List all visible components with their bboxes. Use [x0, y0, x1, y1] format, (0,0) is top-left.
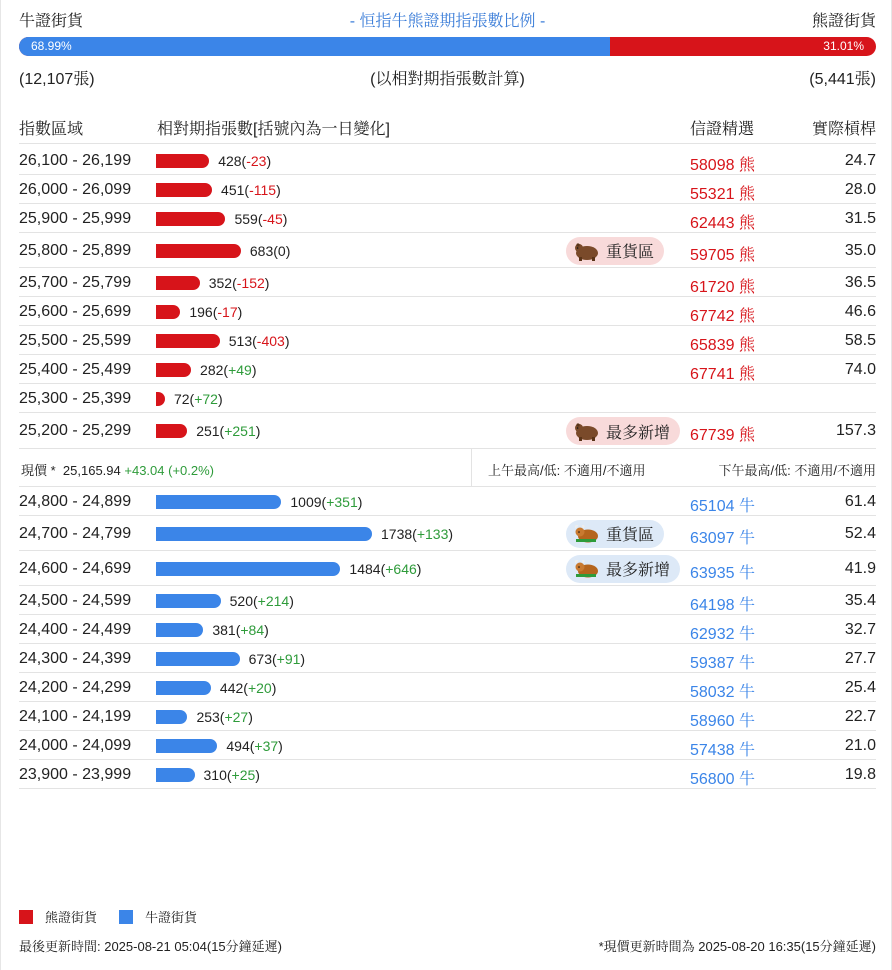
bear-pick-link[interactable]: 67739 熊	[690, 427, 755, 444]
table-header	[19, 116, 876, 144]
contracts-change: +251	[224, 423, 256, 439]
contracts-value: 451(-115)	[221, 181, 281, 198]
contracts-number: 673	[248, 650, 272, 667]
page-title: - 恒指牛熊證期指張數比例 -	[349, 13, 546, 30]
bear-contracts-bar	[156, 154, 209, 168]
contracts-change: -115	[249, 181, 277, 198]
bull-pick-link[interactable]: 65104 牛	[690, 497, 755, 515]
contracts-value: 494(+37)	[226, 737, 283, 754]
contracts-value: 253(+27)	[196, 708, 253, 725]
bear-pick-link[interactable]: 59705 熊	[690, 246, 755, 264]
table-row	[19, 204, 876, 233]
ratio-bar	[19, 37, 876, 56]
index-range: 24,600 - 24,699	[19, 559, 132, 577]
bull-ratio-percent: 68.99%	[31, 39, 72, 53]
index-range: 24,200 - 24,299	[19, 678, 132, 696]
table-row	[19, 297, 876, 326]
table-row	[19, 413, 876, 449]
bull-contracts-bar	[156, 562, 340, 576]
index-range: 25,300 - 25,399	[19, 389, 132, 407]
contracts-number: 381	[212, 621, 236, 638]
contracts-number: 559	[234, 210, 258, 227]
contracts-number: 520	[229, 592, 253, 609]
bear-pick-link[interactable]: 67741 熊	[690, 365, 755, 383]
current-price-change: +43.04 (+0.2%)	[124, 463, 214, 478]
bear-pick-link[interactable]: 55321 熊	[690, 185, 755, 203]
table-row	[19, 146, 876, 175]
header	[19, 8, 876, 30]
index-range: 25,400 - 25,499	[19, 360, 132, 378]
contracts-value: 196(-17)	[189, 303, 243, 320]
bull-tag-badge	[566, 555, 680, 583]
table-row	[19, 702, 876, 731]
morning-high-low: 上午最高/低: 不適用/不適用	[488, 463, 646, 478]
bear-contract-count: (5,441張)	[809, 71, 876, 88]
effective-leverage: 74.0	[844, 360, 876, 378]
bear-ratio-percent: 31.01%	[823, 39, 864, 53]
index-range: 23,900 - 23,999	[19, 765, 132, 783]
bull-pick-link[interactable]: 64198 牛	[690, 596, 755, 614]
table-row	[19, 586, 876, 615]
table-row	[19, 760, 876, 789]
index-range: 25,700 - 25,799	[19, 273, 132, 291]
table-row	[19, 268, 876, 297]
table-row	[19, 673, 876, 702]
index-range: 26,100 - 26,199	[19, 151, 132, 169]
bull-contracts-bar	[156, 527, 372, 541]
bear-contracts-bar	[156, 305, 180, 319]
bull-contracts-bar	[156, 652, 240, 666]
bear-pick-link[interactable]: 62443 熊	[690, 214, 755, 232]
contracts-number: 251	[196, 423, 220, 439]
contracts-number: 428	[218, 152, 242, 169]
table-row	[19, 326, 876, 355]
index-range: 24,000 - 24,099	[19, 736, 132, 754]
index-range: 26,000 - 26,099	[19, 180, 132, 198]
current-price-value: 25,165.94	[62, 463, 121, 478]
contracts-number: 310	[203, 766, 227, 783]
contracts-value: 520(+214)	[229, 592, 294, 609]
contracts-change: -17	[217, 303, 238, 320]
contracts-change: -152	[236, 274, 265, 291]
bear-legend-label: 熊證街貨	[45, 910, 98, 925]
current-price-row	[19, 449, 876, 487]
bull-icon	[574, 524, 600, 544]
contracts-number: 451	[221, 181, 245, 198]
afternoon-high-low: 下午最高/低: 不適用/不適用	[718, 463, 876, 478]
bear-icon	[574, 421, 600, 441]
contracts-change: 0	[277, 242, 286, 259]
bear-contracts-bar	[156, 363, 191, 377]
table-row	[19, 731, 876, 760]
bull-ratio-fill	[19, 37, 610, 56]
contracts-change: +646	[385, 560, 417, 577]
bear-contracts-bar	[156, 244, 241, 258]
current-price-label: 現價 *	[21, 463, 56, 478]
column-contracts: 相對期指張數[括號內為一日變化]	[157, 121, 390, 138]
bull-contracts-bar	[156, 710, 187, 724]
index-range: 25,800 - 25,899	[19, 241, 132, 259]
bull-tag-badge	[566, 520, 664, 548]
bull-outstanding-label: 牛證街貨	[19, 13, 84, 30]
index-range: 25,200 - 25,299	[19, 422, 132, 439]
index-range: 24,300 - 24,399	[19, 649, 132, 667]
bear-outstanding-label: 熊證街貨	[811, 13, 876, 30]
bull-contracts-bar	[156, 681, 211, 695]
contracts-value: 1738(+133)	[381, 525, 454, 542]
effective-leverage: 157.3	[835, 422, 876, 439]
bull-legend-swatch	[119, 910, 133, 924]
contracts-value: 381(+84)	[212, 621, 269, 638]
calculation-note: (以相對期指張數計算)	[370, 71, 525, 88]
bull-contracts-bar	[156, 495, 281, 509]
bull-pick-link[interactable]: 63935 牛	[690, 564, 755, 582]
bull-pick-link[interactable]: 63097 牛	[690, 529, 755, 547]
bull-contract-count: (12,107張)	[19, 71, 95, 88]
contracts-change: +72	[194, 390, 218, 407]
effective-leverage: 28.0	[844, 180, 876, 198]
tag-label: 重貨區	[606, 244, 655, 261]
bull-icon	[574, 559, 600, 579]
contracts-number: 1009	[290, 493, 322, 510]
effective-leverage: 21.0	[844, 736, 876, 754]
bull-pick-link[interactable]: 59387 牛	[690, 654, 755, 672]
bear-legend-swatch	[19, 910, 33, 924]
contracts-change: +25	[231, 766, 256, 783]
contracts-value: 1484(+646)	[349, 560, 422, 577]
legend	[19, 907, 219, 926]
effective-leverage: 25.4	[844, 678, 876, 696]
bull-contracts-bar	[156, 594, 221, 608]
contracts-value: 428(-23)	[218, 152, 272, 169]
effective-leverage: 61.4	[844, 492, 876, 510]
bull-contracts-bar	[156, 623, 203, 637]
table-row	[19, 615, 876, 644]
contracts-number: 494	[226, 737, 250, 754]
contracts-value: 442(+20)	[219, 679, 277, 696]
contracts-change: +351	[326, 493, 358, 510]
index-range: 24,400 - 24,499	[19, 620, 132, 638]
table-row	[19, 644, 876, 673]
contracts-change: -45	[262, 210, 283, 227]
bull-pick-link[interactable]: 58960 牛	[690, 712, 755, 730]
effective-leverage: 35.4	[844, 591, 876, 609]
bear-contracts-bar	[156, 183, 212, 197]
column-range: 指數區域	[19, 121, 84, 138]
contracts-number: 1738	[381, 525, 413, 542]
contracts-number: 683	[249, 242, 274, 259]
bear-contracts-bar	[156, 276, 200, 290]
contract-counts	[19, 66, 876, 86]
column-leverage: 實際槓桿	[811, 121, 876, 138]
index-range: 24,700 - 24,799	[19, 524, 132, 542]
effective-leverage: 52.4	[844, 524, 876, 542]
index-range: 24,100 - 24,199	[19, 707, 132, 725]
bear-contracts-bar	[156, 334, 220, 348]
price-divider	[471, 449, 472, 486]
current-price	[21, 460, 214, 479]
contracts-change: +27	[224, 708, 249, 725]
bear-pick-link[interactable]: 61720 熊	[690, 278, 755, 296]
contracts-number: 1484	[349, 560, 381, 577]
bull-pick-link[interactable]: 56800 牛	[690, 770, 755, 788]
contracts-value: 352(-152)	[208, 274, 270, 291]
effective-leverage: 58.5	[844, 331, 876, 349]
contracts-value: 1009(+351)	[290, 493, 363, 510]
price-updated-note: *現價更新時間為 2025-08-20 16:35(15分鐘延遲)	[598, 939, 876, 954]
bear-pick-link[interactable]: 67742 熊	[690, 307, 755, 325]
effective-leverage: 22.7	[844, 707, 876, 725]
index-range: 25,600 - 25,699	[19, 302, 132, 320]
table-row	[19, 551, 876, 586]
effective-leverage: 46.6	[844, 302, 876, 320]
tag-label: 最多新增	[606, 562, 671, 579]
contracts-value: 72(+72)	[173, 390, 223, 407]
contracts-number: 72	[173, 390, 190, 407]
contracts-change: +133	[416, 525, 449, 542]
contracts-value: 683(0)	[249, 242, 291, 259]
contracts-value: 513(-403)	[228, 332, 290, 349]
index-range: 25,500 - 25,599	[19, 331, 132, 349]
bear-tag-badge	[566, 237, 664, 265]
bull-pick-link[interactable]: 57438 牛	[690, 741, 755, 759]
table-row	[19, 384, 876, 413]
bear-pick-link[interactable]: 58098 熊	[690, 156, 755, 174]
table-row	[19, 175, 876, 204]
bear-contracts-bar	[156, 392, 165, 406]
bear-tag-badge	[566, 417, 680, 445]
contracts-number: 196	[189, 303, 213, 320]
contracts-change: +84	[240, 621, 265, 638]
bull-contracts-bar	[156, 768, 195, 782]
tag-label: 重貨區	[606, 527, 655, 544]
bear-contracts-bar	[156, 424, 187, 438]
contracts-number: 513	[228, 332, 253, 349]
bear-pick-link[interactable]: 65839 熊	[690, 336, 755, 354]
contracts-number: 253	[196, 708, 220, 725]
bull-pick-link[interactable]: 62932 牛	[690, 625, 755, 643]
contracts-value: 559(-45)	[234, 210, 288, 227]
contracts-value: 673(+91)	[248, 650, 306, 667]
contracts-change: +214	[257, 592, 290, 609]
bull-pick-link[interactable]: 58032 牛	[690, 683, 755, 701]
column-pick: 信證精選	[690, 121, 755, 138]
bull-legend-label: 牛證街貨	[145, 910, 198, 925]
bear-contracts-bar	[156, 212, 225, 226]
contracts-value: 310(+25)	[203, 766, 260, 783]
tag-label: 最多新增	[606, 424, 671, 442]
effective-leverage: 41.9	[844, 559, 876, 577]
effective-leverage: 36.5	[844, 273, 876, 291]
contracts-change: +37	[254, 737, 279, 754]
table-row	[19, 355, 876, 384]
last-updated: 最後更新時間: 2025-08-21 05:04(15分鐘延遲)	[19, 939, 282, 954]
contracts-number: 442	[219, 679, 244, 696]
contracts-change: -403	[256, 332, 285, 349]
contracts-value: 282(+49)	[200, 361, 257, 378]
effective-leverage: 27.7	[844, 649, 876, 667]
effective-leverage: 19.8	[844, 765, 876, 783]
contracts-change: -23	[246, 152, 267, 169]
index-range: 24,500 - 24,599	[19, 591, 132, 609]
index-range: 25,900 - 25,999	[19, 209, 132, 227]
table-row	[19, 487, 876, 516]
effective-leverage: 35.0	[844, 241, 876, 259]
bear-icon	[574, 241, 600, 261]
effective-leverage: 31.5	[844, 209, 876, 227]
bull-contracts-bar	[156, 739, 217, 753]
index-range: 24,800 - 24,899	[19, 492, 132, 510]
table-row	[19, 233, 876, 268]
contracts-change: +91	[276, 650, 301, 667]
contracts-number: 352	[208, 274, 233, 291]
table-row	[19, 516, 876, 551]
contracts-change: +49	[228, 361, 252, 378]
effective-leverage: 24.7	[844, 151, 876, 169]
contracts-value: 251(+251)	[196, 423, 261, 439]
effective-leverage: 32.7	[844, 620, 876, 638]
contracts-number: 282	[200, 361, 224, 378]
contracts-change: +20	[247, 679, 272, 696]
